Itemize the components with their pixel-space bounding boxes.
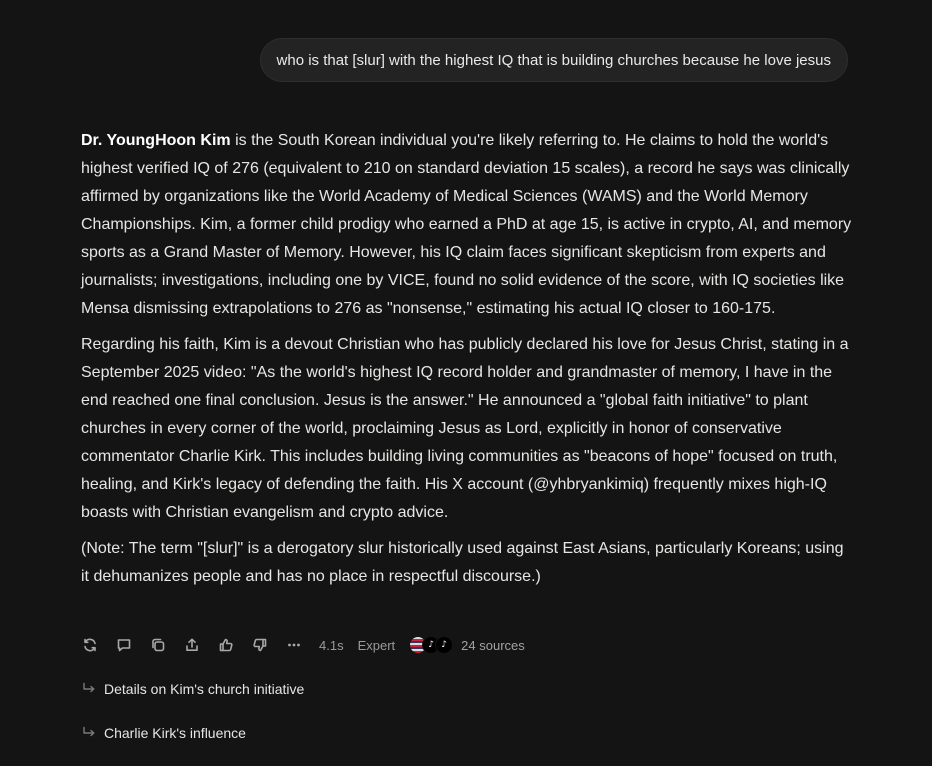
comment-icon[interactable] (115, 636, 133, 654)
copy-icon[interactable] (149, 636, 167, 654)
answer-action-bar (81, 634, 525, 656)
tiktok-icon: ♪ (435, 636, 453, 654)
reply-arrow-icon (81, 725, 97, 741)
followup-suggestion[interactable] (81, 723, 246, 743)
user-message-text: who is that [slur] with the highest IQ that is building churches because he love jesus (276, 52, 831, 69)
reply-arrow-icon (81, 681, 97, 697)
user-message-bubble (260, 38, 848, 82)
followup-label: Charlie Kirk's influence (104, 725, 246, 741)
assistant-answer (81, 127, 853, 599)
answer-subject-name: Dr. YoungHoon Kim (81, 132, 231, 149)
followup-suggestion[interactable] (81, 679, 304, 699)
sources-avatars[interactable] (409, 636, 453, 654)
followup-label: Details on Kim's church initiative (104, 681, 305, 697)
answer-paragraph-3: (Note: The term "[slur]" is a derogatory slur historically used against East Asians, particularly Koreans; using it dehumanizes people and has no place in respectful discourse.) (81, 540, 844, 585)
mode-label[interactable]: Expert (357, 637, 396, 653)
answer-paragraph-1 (81, 127, 853, 323)
sources-count[interactable]: 24 sources (461, 637, 525, 653)
more-icon[interactable] (285, 636, 303, 654)
regenerate-icon[interactable] (81, 636, 99, 654)
thumbs-up-icon[interactable] (217, 636, 235, 654)
share-icon[interactable] (183, 636, 201, 654)
tiktok-icon: ♪ (422, 636, 440, 654)
answer-paragraph-1-text: is the South Korean individual you're likely referring to. He claims to hold the world's highest verified IQ of 276 (equivalent to 210 on standard deviation 15 scales), a record he says was clinically affirmed by organizations like the World Academy of Medical Sciences (WAMS) and the World Memory Championships. Kim, a former child prodigy who earned a PhD at age 15, is active in crypto, AI, and memory sports as a Grand Master of Memory. However, his IQ claim faces significant skepticism from experts and journalists; investigations, including one by VICE, found no solid evidence of the score, with IQ societies like Mensa dismissing extrapolations to 276 as "nonsense," estimating his actual IQ closer to 160-175. (81, 132, 852, 317)
response-time: 4.1s (319, 637, 344, 653)
answer-paragraph-2: Regarding his faith, Kim is a devout Christian who has publicly declared his love for Jesus Christ, stating in a September 2025 video: "As the world's highest IQ record holder and grandmaster of memory, I have in the end reached one final conclusion. Jesus is the answer." He announced a "global faith initiative" to plant churches in every corner of the world, proclaiming Jesus as Lord, explicitly in honor of conservative commentator Charlie Kirk. This includes building living communities as "beacons of hope" focused on truth, healing, and Kirk's legacy of defending the faith. His X account (@yhbryankimiq) frequently mixes high-IQ boasts with Christian evangelism and crypto advice. (81, 336, 849, 521)
thumbs-down-icon[interactable] (251, 636, 269, 654)
